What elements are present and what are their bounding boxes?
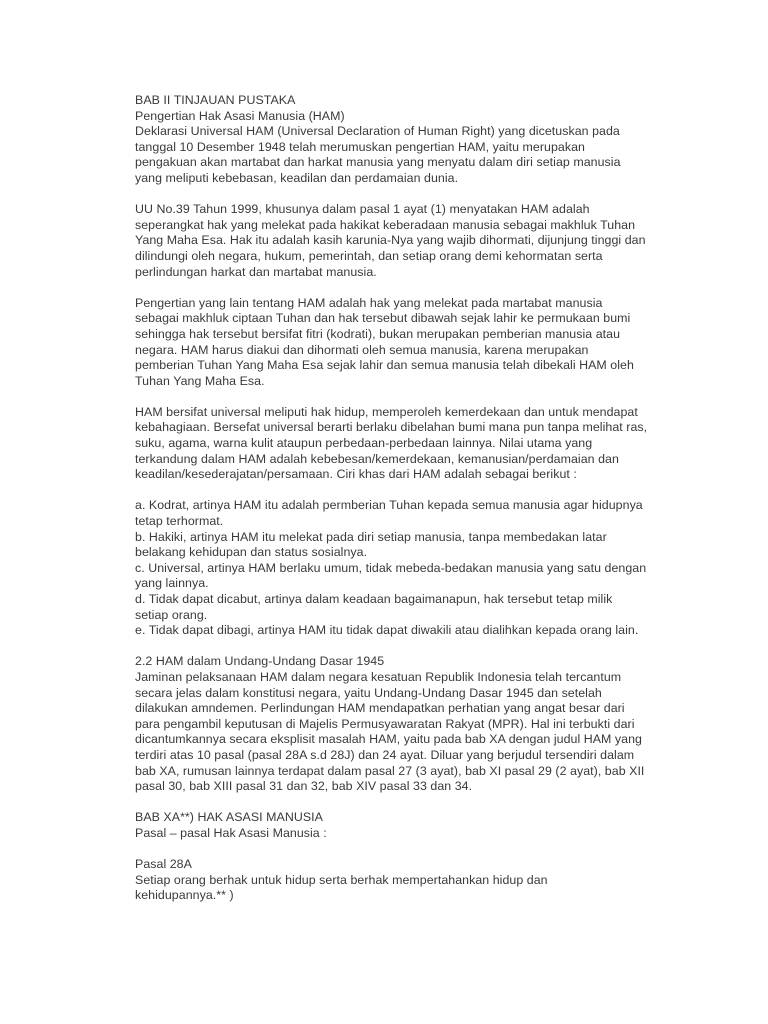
text-line: Tuhan Yang Maha Esa. bbox=[135, 373, 265, 388]
text-line: dilindungi oleh negara, hukum, pemerintah, dan setiap orang demi kehormatan serta bbox=[135, 248, 603, 263]
text-line: Pengertian yang lain tentang HAM adalah hak yang melekat pada martabat manusia bbox=[135, 295, 603, 310]
text-line: a. Kodrat, artinya HAM itu adalah permberian Tuhan kepada semua manusia agar hidupnya bbox=[135, 498, 643, 513]
text-line: d. Tidak dapat dicabut, artinya dalam keadaan bagaimanapun, hak tersebut tetap milik bbox=[135, 592, 613, 606]
text-line: seperangkat hak yang melekat pada hakikat keberadaan manusia sebagai makhluk Tuhan bbox=[135, 217, 636, 232]
paragraph-gap bbox=[135, 389, 680, 405]
text-line: Deklarasi Universal HAM (Universal Declaration of Human Right) yang dicetuskan pada bbox=[135, 124, 620, 139]
text-line: keadilan/kesederajatan/persamaan. Ciri khas dari HAM adalah sebagai berikut : bbox=[135, 467, 577, 482]
text-line: belakang kehidupan dan status sosialnya. bbox=[135, 545, 368, 560]
text-line: UU No.39 Tahun 1999, khusunya dalam pasal 1 ayat (1) menyatakan HAM adalah bbox=[135, 202, 590, 217]
text-line: Jaminan pelaksanaan HAM dalam negara kesatuan Republik Indonesia telah tercantum bbox=[135, 669, 622, 684]
text-line: terdiri atas 10 pasal (pasal 28A s.d 28J) dan 24 ayat. Diluar yang berjudul tersendiri dalam bbox=[135, 747, 635, 762]
text-line: Pengertian Hak Asasi Manusia (HAM) bbox=[135, 108, 345, 123]
paragraph-gap bbox=[135, 187, 680, 203]
text-line: c. Universal, artinya HAM berlaku umum, tidak mebeda-bedakan manusia yang satu dengan bbox=[135, 560, 647, 575]
paragraph-gap bbox=[135, 639, 680, 655]
text-line: BAB XA**) HAK ASASI MANUSIA bbox=[135, 810, 323, 825]
text-line: Setiap orang berhak untuk hidup serta berhak mempertahankan hidup dan bbox=[135, 872, 548, 887]
text-line: Pasal – pasal Hak Asasi Manusia : bbox=[135, 825, 327, 840]
text-line: e. Tidak dapat dibagi, artinya HAM itu tidak dapat diwakili atau dialihkan kepada orang lain. bbox=[135, 623, 639, 638]
text-line: para pengambil keputusan di Majelis Permusyawaratan Rakyat (MPR). Hal ini terbukti dari bbox=[135, 716, 635, 731]
paragraph-gap bbox=[135, 483, 680, 499]
document-page bbox=[135, 93, 680, 904]
text-line: yang lainnya. bbox=[135, 576, 209, 591]
text-line: dicantumkannya secara eksplisit masalah HAM, yaitu pada bab XA dengan judul HAM yang bbox=[135, 732, 642, 747]
text-line: pasal 30, bab XIII pasal 31 dan 32, bab XIV pasal 33 dan 34. bbox=[135, 779, 473, 794]
text-line: 2.2 HAM dalam Undang-Undang Dasar 1945 bbox=[135, 654, 385, 669]
text-line: Yang Maha Esa. Hak itu adalah kasih karunia-Nya yang wajib dihormati, dijunjung tinggi dan bbox=[135, 233, 646, 248]
paragraph-gap bbox=[135, 795, 680, 811]
text-line: negara. HAM harus diakui dan dihormati oleh semua manusia, karena merupakan bbox=[135, 342, 589, 357]
text-line: tanggal 10 Desember 1948 telah merumuskan pengertian HAM, yaitu merupakan bbox=[135, 139, 585, 154]
text-line: Pasal 28A bbox=[135, 857, 192, 872]
text-line: sebagai makhluk ciptaan Tuhan dan hak tersebut dibawah sejak lahir ke permukaan bumi bbox=[135, 311, 631, 326]
text-line: kebahagiaan. Bersefat universal berarti berlaku dibelahan bumi mana pun tanpa melihat ras, bbox=[135, 420, 648, 435]
text-line: pemberian Tuhan Yang Maha Esa sejak lahir dan semua manusia telah dibekali HAM oleh bbox=[135, 358, 634, 373]
text-line: sehingga hak tersebut bersifat fitri (kodrati), bukan merupakan pemberian manusia atau bbox=[135, 326, 621, 341]
text-line: pengakuan akan martabat dan harkat manusia yang menyatu dalam diri setiap manusia bbox=[135, 155, 621, 170]
text-line: bab XA, rumusan lainnya terdapat dalam pasal 27 (3 ayat), bab XI pasal 29 (2 ayat), bab XII bbox=[135, 763, 645, 778]
text-line: HAM bersifat universal meliputi hak hidup, memperoleh kemerdekaan dan untuk mendapat bbox=[135, 404, 638, 419]
paragraph-gap bbox=[135, 280, 680, 296]
text-line: perlindungan harkat dan martabat manusia. bbox=[135, 264, 377, 279]
paragraph-gap bbox=[135, 842, 680, 858]
text-line: dilakukan amndemen. Perlindungan HAM mendapatkan perhatian yang angat besar dari bbox=[135, 701, 625, 716]
text-line: secara jelas dalam konstitusi negara, yaitu Undang-Undang Dasar 1945 dan setelah bbox=[135, 685, 602, 700]
text-line: BAB II TINJAUAN PUSTAKA bbox=[135, 93, 296, 107]
text-line: kehidupannya.** ) bbox=[135, 888, 234, 903]
text-line: suku, agama, warna kulit ataupun perbedaan-perbedaan lainnya. Nilai utama yang bbox=[135, 436, 593, 451]
text-line: b. Hakiki, artinya HAM itu melekat pada diri setiap manusia, tanpa membedakan latar bbox=[135, 529, 607, 544]
text-line: tetap terhormat. bbox=[135, 514, 224, 529]
text-line: terkandung dalam HAM adalah kebebesan/kemerdekaan, kemanusian/perdamaian dan bbox=[135, 451, 619, 466]
text-line: setiap orang. bbox=[135, 607, 208, 622]
text-line: yang meliputi kebebasan, keadilan dan perdamaian dunia. bbox=[135, 170, 459, 185]
